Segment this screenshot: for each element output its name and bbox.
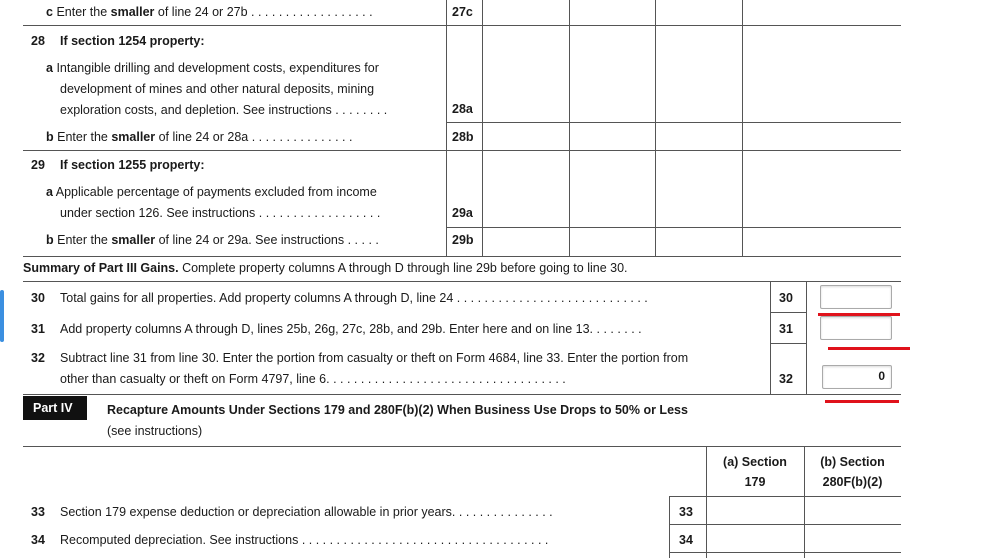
grid-divider xyxy=(770,281,771,394)
summary-body: Complete property columns A through D through line 29b before going to line 30. xyxy=(178,261,628,275)
grid-rule xyxy=(23,25,901,26)
leader-dots: . . . . . . . xyxy=(596,322,642,336)
grid-divider xyxy=(669,496,670,558)
grid-rule xyxy=(669,552,901,553)
line-28a-cont: development of mines and other natural deposits, mining xyxy=(60,82,375,96)
line-text: Enter the xyxy=(57,130,112,144)
line-number-31: 31 xyxy=(31,322,45,336)
line-text: Add property columns A through D, lines 25b, 26g, 27c, 28b, and 29b. Enter here and on line 13. xyxy=(60,322,594,336)
grid-rule xyxy=(23,150,901,151)
line-text: Enter the xyxy=(57,233,112,247)
line-code-28a: 28a xyxy=(452,102,473,116)
line-33-col-a-cell[interactable] xyxy=(707,497,804,524)
leader-dots: . . . . . . . . . . . . . . . . . . xyxy=(258,206,381,220)
grid-rule xyxy=(770,312,806,313)
grid-rule xyxy=(23,394,901,395)
summary-text xyxy=(23,260,628,276)
section-heading-28: If section 1254 property: xyxy=(60,34,205,48)
grid-divider xyxy=(446,0,447,257)
line-text: Intangible drilling and development costs, expenditures for xyxy=(56,61,379,75)
leader-dots: . . . . . . . . xyxy=(335,103,388,117)
line-31-amount-field[interactable] xyxy=(820,316,892,340)
column-header-b-line1: (b) Section xyxy=(820,455,885,469)
grid-rule xyxy=(23,256,901,257)
line-30 xyxy=(60,290,648,306)
line-number-29: 29 xyxy=(31,158,45,172)
part-iv-label: Part IV xyxy=(23,396,87,420)
leader-dots: . . . . . . . . . . . . . . . . . . . . . . . . . . . . . . . . . . xyxy=(333,372,566,386)
part-iv-subtitle: (see instructions) xyxy=(107,424,203,438)
red-underline xyxy=(818,313,900,316)
line-29a-cont xyxy=(60,205,380,221)
line-32-amount-field[interactable]: 0 xyxy=(822,365,892,389)
grid-divider xyxy=(655,0,656,257)
line-text: of line 24 or 28a xyxy=(155,130,249,144)
grid-divider xyxy=(742,0,743,257)
line-text: of line 24 or 27b xyxy=(154,5,248,19)
line-emphasis: smaller xyxy=(111,233,156,247)
line-prefix: b xyxy=(46,130,54,144)
line-code-31: 31 xyxy=(779,322,793,336)
line-text: exploration costs, and depletion. See instructions xyxy=(60,103,332,117)
column-header-a-line1: (a) Section xyxy=(723,455,787,469)
line-27c xyxy=(46,4,373,20)
line-number-33: 33 xyxy=(31,505,45,519)
grid-rule xyxy=(446,227,901,228)
grid-divider xyxy=(482,0,483,257)
line-code-32: 32 xyxy=(779,372,793,386)
leader-dots: . . . . . . . . . . . . . . . . . . . . . . . . . . . . xyxy=(456,291,648,305)
line-29b xyxy=(46,232,379,248)
line-emphasis: smaller xyxy=(111,130,156,144)
line-text: other than casualty or theft on Form 4797, line 6. xyxy=(60,372,330,386)
line-text: Total gains for all properties. Add property columns A through D, line 24 xyxy=(60,291,454,305)
grid-rule xyxy=(23,446,901,447)
line-prefix: b xyxy=(46,233,54,247)
grid-rule xyxy=(446,122,901,123)
line-32: Subtract line 31 from line 30. Enter the portion from casualty or theft on Form 4684, line 33. Enter the portion from xyxy=(60,351,689,365)
line-emphasis: smaller xyxy=(110,5,155,19)
line-29a xyxy=(46,184,377,200)
line-text: of line 24 or 29a. See instructions xyxy=(155,233,345,247)
leader-dots: . . . . . xyxy=(347,233,379,247)
line-32-cont xyxy=(60,371,566,387)
line-prefix: a xyxy=(46,61,53,75)
line-30-amount-field[interactable] xyxy=(820,285,892,309)
leader-dots: . . . . . . . . . . . . . . . . . . xyxy=(251,5,373,19)
part-iv-title: Recapture Amounts Under Sections 179 and 280F(b)(2) When Business Use Drops to 50% or Less xyxy=(107,403,688,417)
line-text: Enter the xyxy=(56,5,111,19)
focus-indicator xyxy=(0,290,4,342)
grid-divider xyxy=(806,281,807,394)
line-34 xyxy=(60,532,548,548)
red-underline xyxy=(825,400,899,403)
line-code-28b: 28b xyxy=(452,130,474,144)
line-code-29b: 29b xyxy=(452,233,474,247)
line-33-col-b-cell[interactable] xyxy=(805,497,901,524)
line-code-34: 34 xyxy=(679,533,693,547)
line-33 xyxy=(60,504,553,520)
line-prefix: a xyxy=(46,185,53,199)
column-header-a-line2: 179 xyxy=(744,475,766,489)
line-34-col-b-cell[interactable] xyxy=(805,525,901,552)
red-underline xyxy=(828,347,910,350)
column-header-b xyxy=(804,452,901,492)
line-31 xyxy=(60,321,642,337)
line-code-33: 33 xyxy=(679,505,693,519)
line-text: Section 179 expense deduction or depreciation allowable in prior years. xyxy=(60,505,456,519)
line-prefix: c xyxy=(46,5,53,19)
section-heading-29: If section 1255 property: xyxy=(60,158,205,172)
line-text: under section 126. See instructions xyxy=(60,206,256,220)
grid-divider xyxy=(569,0,570,257)
line-number-34: 34 xyxy=(31,533,45,547)
line-code-29a: 29a xyxy=(452,206,473,220)
line-28a-cont xyxy=(60,102,387,118)
column-header-a xyxy=(706,452,804,492)
line-number-30: 30 xyxy=(31,291,45,305)
summary-heading: Summary of Part III Gains. xyxy=(23,261,179,275)
line-text: Applicable percentage of payments excluded from income xyxy=(55,185,377,199)
column-header-b-line2: 280F(b)(2) xyxy=(822,475,883,489)
line-28b xyxy=(46,129,352,145)
line-code-27c: 27c xyxy=(452,5,473,19)
leader-dots: . . . . . . . . . . . . . . . xyxy=(251,130,353,144)
line-code-30: 30 xyxy=(779,291,793,305)
line-28a xyxy=(46,60,379,76)
line-text: Recomputed depreciation. See instructions xyxy=(60,533,299,547)
line-number-32: 32 xyxy=(31,351,45,365)
line-34-col-a-cell[interactable] xyxy=(707,525,804,552)
leader-dots: . . . . . . . . . . . . . . xyxy=(458,505,553,519)
leader-dots: . . . . . . . . . . . . . . . . . . . . . . . . . . . . . . . . . . . . xyxy=(301,533,549,547)
grid-rule xyxy=(770,343,806,344)
line-number-28: 28 xyxy=(31,34,45,48)
